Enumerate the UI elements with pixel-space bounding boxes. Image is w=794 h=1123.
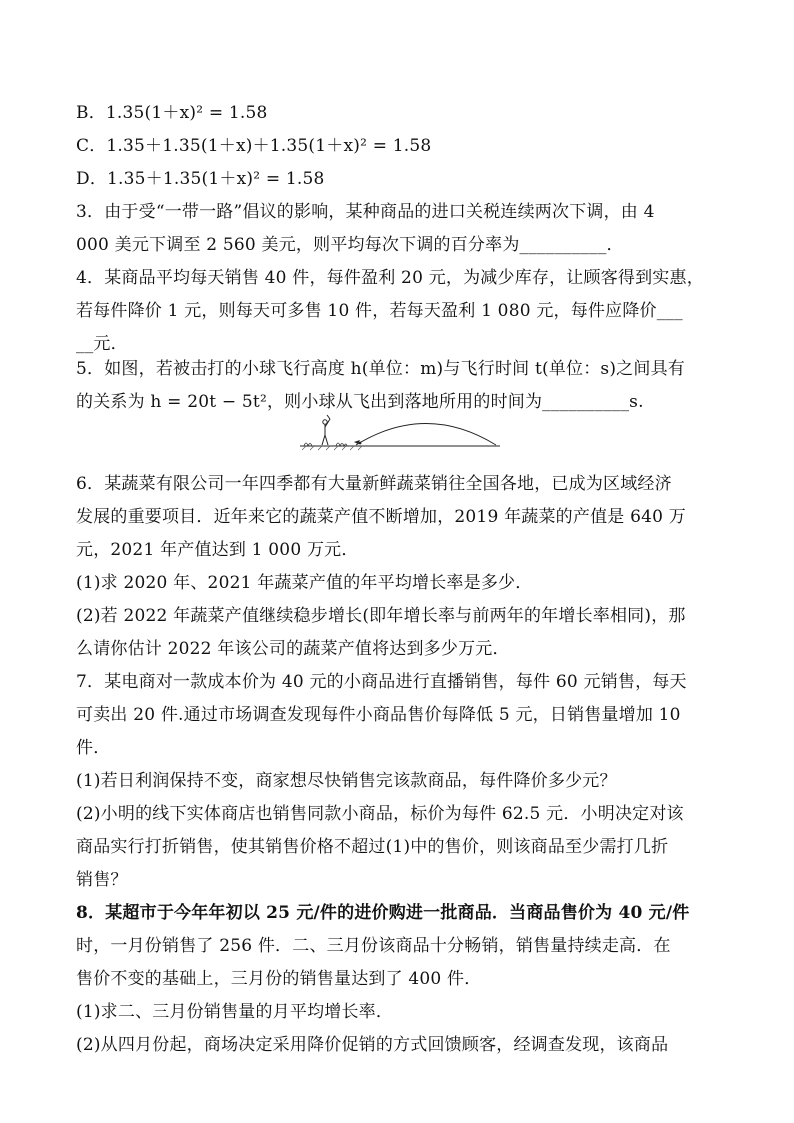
question-7-part-2-line-1: (2)小明的线下实体商店也销售同款小商品，标价为每件 62.5 元．小明决定对该 xyxy=(76,804,684,824)
golfer-icon xyxy=(322,415,330,445)
question-7-line-3: 件． xyxy=(76,738,111,758)
question-7-line-2: 可卖出 20 件.通过市场调查发现每件小商品售价每降低 5 元，日销售量增加 10 xyxy=(76,705,681,725)
golf-ball-trajectory-figure xyxy=(296,412,504,452)
question-7-part-2-line-3: 销售？ xyxy=(76,870,128,890)
question-8-part-2: (2)从四月份起，商场决定采用降价促销的方式回馈顾客，经调查发现，该商品 xyxy=(76,1035,669,1055)
question-8-line-2: 时，一月份销售了 256 件．二、三月份该商品十分畅销，销售量持续走高．在 xyxy=(76,936,671,956)
question-7-part-1: (1)若日利润保持不变，商家想尽快销售完该款商品，每件降价多少元？ xyxy=(76,771,617,791)
question-6-part-2-line-2: 么请你估计 2022 年该公司的蔬菜产值将达到多少万元． xyxy=(76,639,510,659)
option-b: B．1.35(1＋x)² = 1.58 xyxy=(76,103,268,123)
question-8-line-3: 售价不变的基础上，三月份的销售量达到了 400 件． xyxy=(76,969,482,989)
ball-trajectory-arc xyxy=(356,424,496,446)
ground-hatching xyxy=(302,446,362,450)
question-4-line-1: 4．某商品平均每天销售 40 件，每件盈利 20 元，为减少库存，让顾客得到实惠， xyxy=(76,268,704,288)
option-d: D．1.35＋1.35(1＋x)² = 1.58 xyxy=(76,169,325,189)
question-8-part-1: (1)求二、三月份销售量的月平均增长率． xyxy=(76,1002,394,1022)
question-4-line-2: 若每件降价 1 元，则每天可多售 10 件，若每天盈利 1 080 元，每件应降价___ xyxy=(76,301,683,321)
question-4-line-3: __元． xyxy=(76,334,128,354)
question-8-line-1: 8．某超市于今年年初以 25 元/件的进价购进一批商品．当商品售价为 40 元/件 xyxy=(76,903,690,923)
question-6-line-3: 元，2021 年产值达到 1 000 万元． xyxy=(76,540,359,560)
question-7-line-1: 7．某电商对一款成本价为 40 元的小商品进行直播销售，每件 60 元销售，每天 xyxy=(76,672,687,692)
question-7-part-2-line-2: 商品实行打折销售，使其销售价格不超过(1)中的售价，则该商品至少需打几折 xyxy=(76,837,669,857)
option-c: C．1.35＋1.35(1＋x)＋1.35(1＋x)² = 1.58 xyxy=(76,136,432,156)
question-3-line-2: 000 美元下调至 2 560 美元，则平均每次下调的百分率为__________． xyxy=(76,235,624,255)
question-6-line-2: 发展的重要项目．近年来它的蔬菜产值不断增加，2019 年蔬菜的产值是 640 万 xyxy=(76,507,686,527)
question-5-line-2: 的关系为 h = 20t − 5t²，则小球从飞出到落地所用的时间为__________s. xyxy=(76,392,644,412)
question-6-part-2-line-1: (2)若 2022 年蔬菜产值继续稳步增长(即年增长率与前两年的年增长率相同)，那 xyxy=(76,606,686,626)
question-6-line-1: 6．某蔬菜有限公司一年四季都有大量新鲜蔬菜销往全国各地，已成为区域经济 xyxy=(76,474,672,494)
question-6-part-1: (1)求 2020 年、2021 年蔬菜产值的年平均增长率是多少． xyxy=(76,573,533,593)
ball-icon xyxy=(359,442,362,445)
question-3-line-1: 3．由于受“一带一路”倡议的影响，某种商品的进口关税连续两次下调，由 4 xyxy=(76,202,655,222)
question-5-line-1: 5．如图，若被击打的小球飞行高度 h(单位：m)与飞行时间 t(单位：s)之间具有 xyxy=(76,359,685,379)
